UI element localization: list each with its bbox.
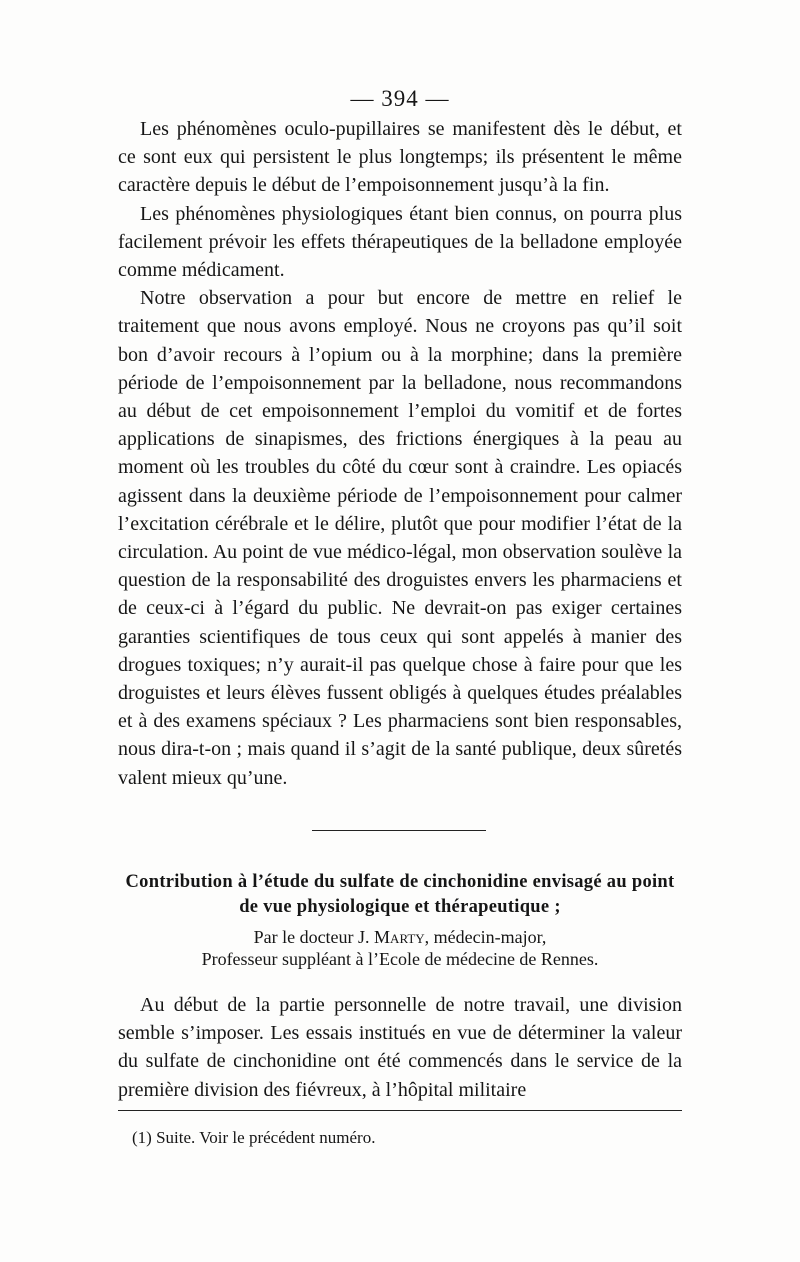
continuation-text <box>118 115 682 792</box>
article-body <box>118 991 682 1104</box>
footnote: (1) Suite. Voir le précédent numéro. <box>132 1128 376 1147</box>
author-line <box>118 926 682 948</box>
article-title: Contribution à l’étude du sulfate de cinchonidine envisagé au point de vue physiologique et thérapeutique ; <box>125 872 675 917</box>
paragraph: Les phénomènes physiologiques étant bien connus, on pourra plus facilement prévoir les effets thérapeutiques de la belladone employée comme médicament. <box>118 202 682 282</box>
paragraph: Notre observation a pour but encore de mettre en relief le traitement que nous avons employé. Nous ne croyons pas qu’il soit bon d’avoir recours à l’opium ou à la morphine; dans la première période de l’empoisonnement par la belladone, nous recommandons au début de cet empoisonnement l’emploi du vomitif et de fortes applications de sinapismes, des frictions énergiques à la peau au moment où les troubles du côté du cœur sont à craindre. Les opiacés agissent dans la deuxième période de l’empoisonnement pour calmer l’excitation cérébrale et le délire, plutôt que pour modifier l’état de la circulation. Au point de vue médico-légal, mon observation soulève la question de la responsabilité des droguistes envers les pharmaciens et de ceux-ci à l’égard du public. Ne devrait-on pas exiger certaines garanties scientifiques de tous ceux qui sont appelés à manier des drogues toxiques; n’y aurait-il pas quelque chose à faire pour que les droguistes et leurs élèves fussent obligés à quelques études préalables et à des examens spéciaux ? Les pharmaciens sont bien responsables, nous dira-t-on ; mais quand il s’agit de la santé publique, deux sûretés valent mieux qu’une. <box>118 287 682 789</box>
paragraph: Au début de la partie personnelle de notre travail, une division semble s’imposer. Les essais institués en vue de déterminer la valeur du sulfate de cinchonidine ont été commencés dans le service de la première division des fiévreux, à l’hôpital militaire <box>118 994 682 1101</box>
byline-prefix: Par le docteur J. <box>253 927 375 947</box>
author-name: Marty <box>374 927 425 947</box>
page-number: — 394 — <box>350 86 450 111</box>
footnote-divider <box>118 1110 682 1111</box>
byline-rest: , médecin-major, <box>424 927 547 947</box>
author-affiliation: Professeur suppléant à l’Ecole de médecine de Rennes. <box>201 949 599 969</box>
paragraph: Les phénomènes oculo-pupillaires se manifestent dès le début, et ce sont eux qui persistent le plus longtemps; ils présentent le même caractère depuis le début de l’empoisonnement jusqu’à la fin. <box>118 118 682 197</box>
article-byline <box>118 926 682 970</box>
section-divider <box>312 830 486 831</box>
